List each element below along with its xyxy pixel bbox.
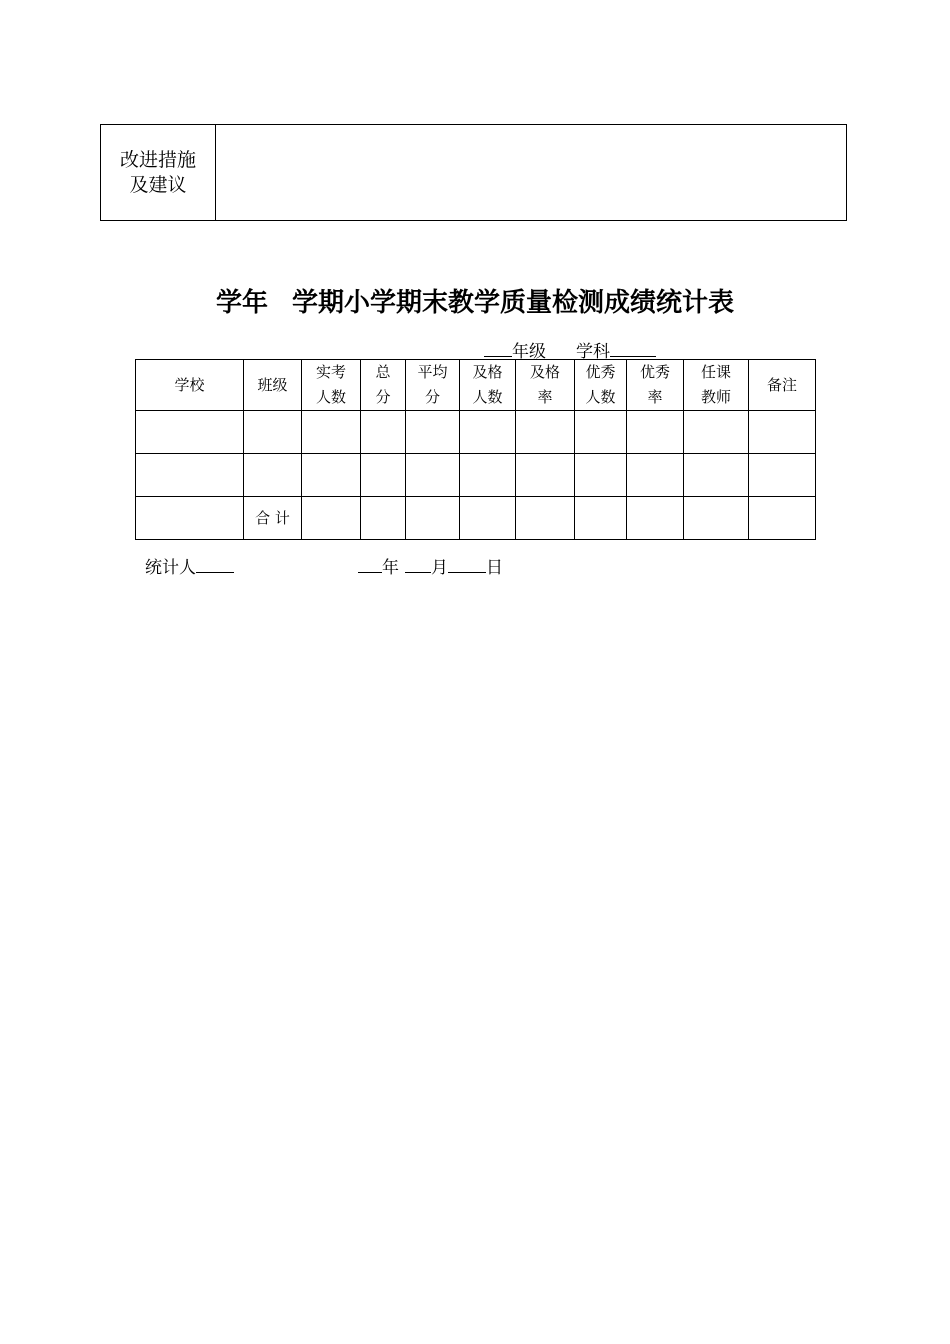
header-cell: 总 分 [361,360,406,411]
header-cell: 优秀 人数 [575,360,627,411]
table-cell[interactable] [136,454,244,497]
header-cell: 及格 率 [516,360,575,411]
table-cell[interactable] [575,497,627,540]
grade-blank[interactable] [484,340,512,357]
header-cell: 平均 分 [406,360,460,411]
title-main: 学期小学期末教学质量检测成绩统计表 [292,288,735,318]
table-cell[interactable] [684,497,749,540]
table-cell[interactable] [302,411,361,454]
table-cell[interactable] [627,454,684,497]
header-cell: 学校 [136,360,244,411]
table-cell[interactable] [684,411,749,454]
grade-label: 年级 [512,342,546,362]
improvement-label-line2: 及建议 [129,173,187,196]
statistician-blank[interactable] [196,556,234,573]
header-cell: 优秀 率 [627,360,684,411]
table-total-row [136,497,816,540]
table-cell[interactable] [302,497,361,540]
subject-label: 学科 [576,342,610,362]
table-cell[interactable] [361,454,406,497]
table-cell[interactable] [361,411,406,454]
table-header-row [136,360,816,411]
improvement-label-line1: 改进措施 [119,148,196,171]
table-cell[interactable] [749,411,816,454]
improvement-content[interactable] [216,125,846,220]
table-cell[interactable] [406,454,460,497]
table-cell[interactable] [749,454,816,497]
header-cell: 任课 教师 [684,360,749,411]
table-cell[interactable] [516,454,575,497]
header-cell: 实考 人数 [302,360,361,411]
table-cell[interactable] [575,411,627,454]
table-cell[interactable] [575,454,627,497]
table-row [136,454,816,497]
table-cell[interactable] [460,497,516,540]
statistician-label: 统计人 [145,558,196,578]
table-row [136,411,816,454]
table-cell[interactable] [627,497,684,540]
table-cell[interactable] [302,454,361,497]
table-cell[interactable] [516,411,575,454]
total-label: 合 计 [244,497,302,540]
month-blank[interactable] [405,556,431,573]
stats-table [135,359,816,540]
table-cell[interactable] [244,411,302,454]
table-cell[interactable] [684,454,749,497]
header-cell: 及格 人数 [460,360,516,411]
subject-blank[interactable] [610,340,656,357]
header-cell: 班级 [244,360,302,411]
table-cell[interactable] [361,497,406,540]
year-label: 年 [382,558,399,578]
table-cell[interactable] [136,411,244,454]
table-cell[interactable] [406,411,460,454]
table-cell[interactable] [460,454,516,497]
year-blank[interactable] [358,556,382,573]
table-cell[interactable] [406,497,460,540]
header-cell: 备注 [749,360,816,411]
footer-signature-line [145,553,503,578]
day-label: 日 [486,558,503,578]
table-cell[interactable] [136,497,244,540]
table-cell[interactable] [749,497,816,540]
table-cell[interactable] [244,454,302,497]
month-label: 月 [431,558,448,578]
improvement-label [101,125,216,220]
day-blank[interactable] [448,556,486,573]
page-title [0,282,950,319]
table-cell[interactable] [516,497,575,540]
improvement-box [100,124,847,221]
table-cell[interactable] [460,411,516,454]
table-cell[interactable] [627,411,684,454]
title-year: 学年 [215,288,268,318]
